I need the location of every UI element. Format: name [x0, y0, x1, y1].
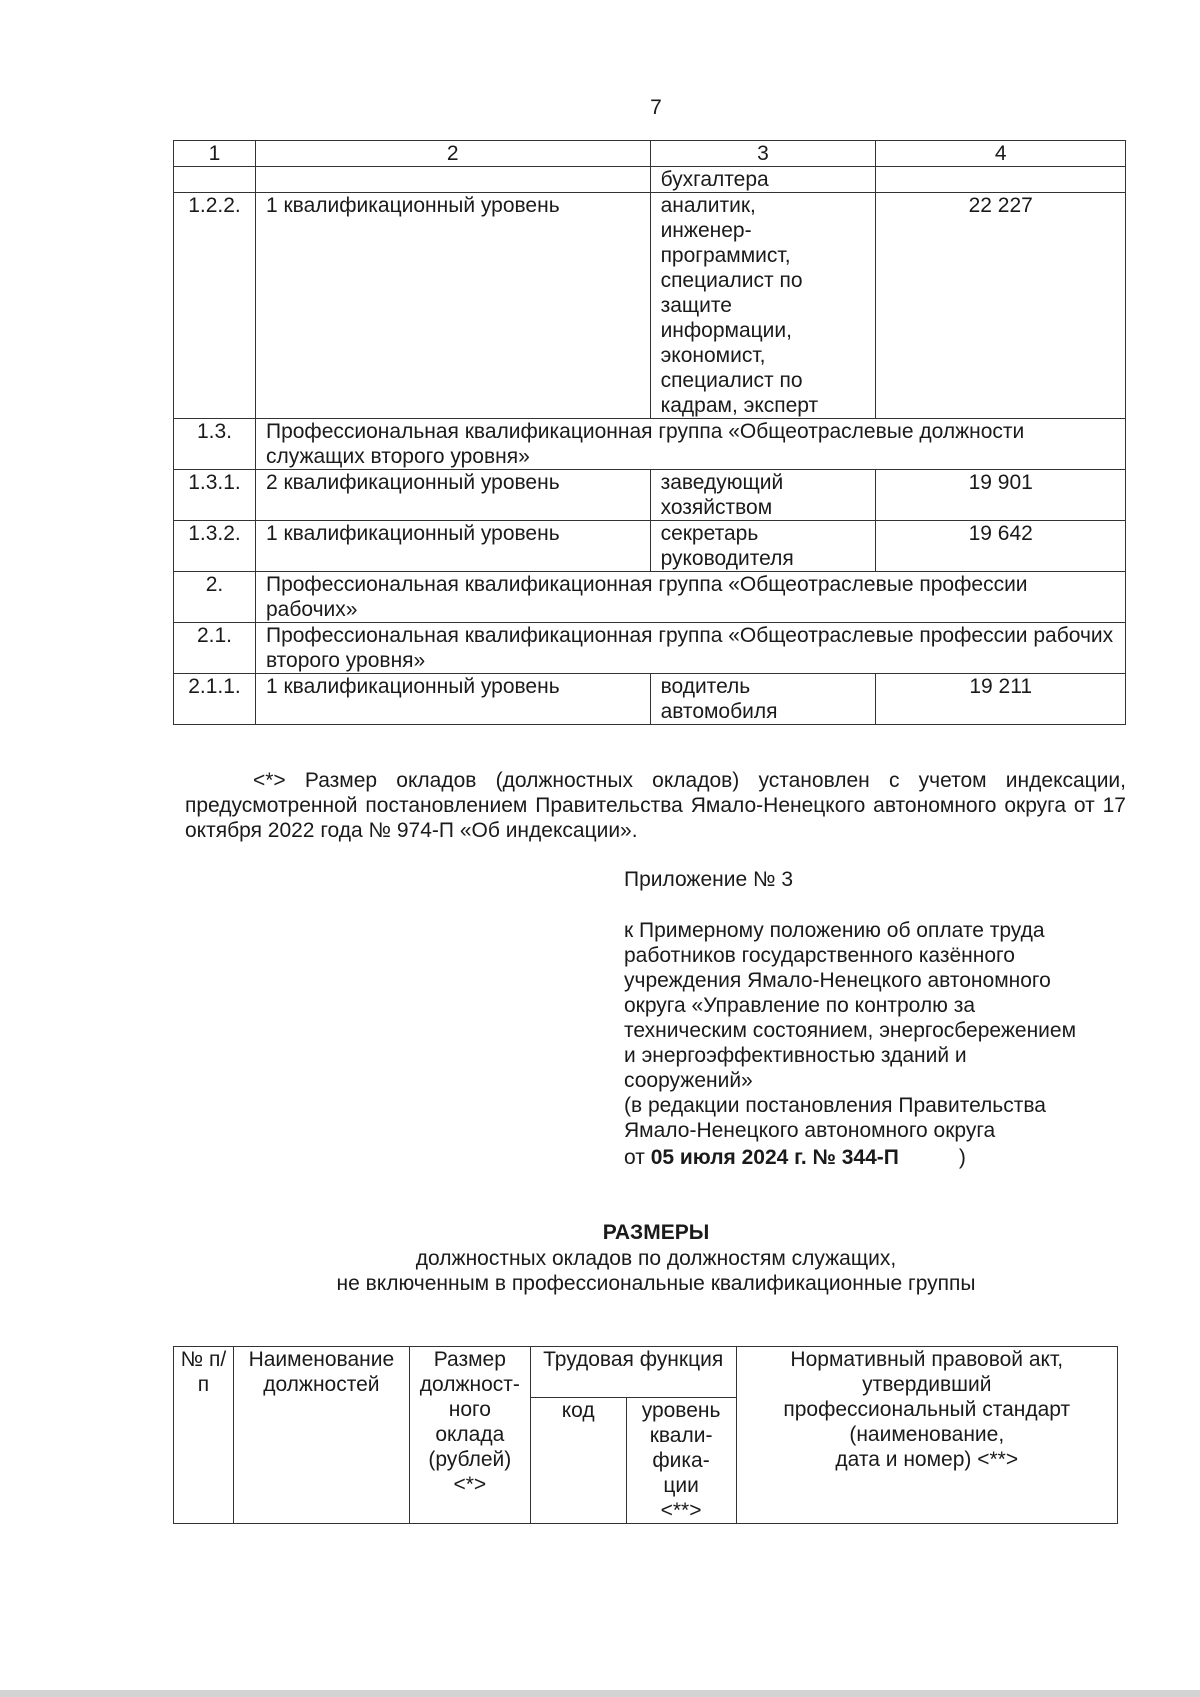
date-prefix: от [624, 1146, 645, 1169]
header-cell: 3 [650, 141, 876, 167]
row-positions [650, 470, 876, 521]
header-line: <*> [453, 1473, 487, 1496]
appendix-line: округа «Управление по контролю за [624, 994, 976, 1017]
header-line: квали- [649, 1424, 713, 1447]
row-number: 1.3. [174, 419, 256, 470]
header-legal-act [736, 1347, 1117, 1524]
header-line: утвердивший [862, 1373, 992, 1396]
header-line: профессиональный стандарт [783, 1398, 1071, 1421]
header-cell: 2 [255, 141, 650, 167]
position-line: специалист по [660, 269, 803, 292]
row-positions: бухгалтера [650, 167, 876, 193]
appendix-title: Приложение № 3 [624, 868, 794, 891]
appendix-line: к Примерному положению об оплате труда [624, 919, 1045, 942]
table-row [174, 521, 1126, 572]
position-line: кадрам, эксперт [660, 394, 819, 417]
position-line: водитель [660, 675, 751, 698]
position-line: автомобиля [660, 700, 778, 723]
position-line: защите [660, 294, 732, 317]
header-line: Нормативный правовой акт, [790, 1348, 1064, 1371]
group-title: Профессиональная квалификационная группа «Общеотраслевые профессии рабочих» [255, 572, 1125, 623]
header-line: оклада [435, 1423, 505, 1446]
salary-table-continued [173, 140, 1126, 725]
position-line: хозяйством [660, 496, 773, 519]
group-title: Профессиональная квалификационная группа «Общеотраслевые должности служащих второго уровня» [255, 419, 1125, 470]
position-line: программист, [660, 244, 791, 267]
salary-table-header [173, 1346, 1118, 1524]
section-subtitle: должностных окладов по должностям служащих, [415, 1247, 897, 1270]
row-number: 1.2.2. [174, 193, 256, 419]
header-position-name: Наименование должностей [233, 1347, 409, 1524]
position-line: аналитик, [660, 194, 756, 217]
header-number: № п/п [174, 1347, 234, 1524]
row-salary: 19 642 [876, 521, 1126, 572]
header-line: должност- [419, 1373, 520, 1396]
header-line: (наименование, [849, 1423, 1005, 1446]
header-line: Размер [433, 1348, 506, 1371]
header-qualification-level [626, 1398, 736, 1524]
header-line: уровень [641, 1399, 721, 1422]
header-line: фика- [652, 1449, 710, 1472]
row-level: 1 квалификационный уровень [255, 674, 650, 725]
section-title: РАЗМЕРЫ [602, 1221, 710, 1244]
row-salary: 22 227 [876, 193, 1126, 419]
group-row [174, 419, 1126, 470]
row-level [255, 167, 650, 193]
position-line: специалист по [660, 369, 803, 392]
position-line: заведующий [660, 471, 784, 494]
header-code: код [530, 1398, 626, 1524]
appendix-line: и энергоэффективностью зданий и [624, 1044, 967, 1067]
appendix-line: работников государственного казённого [624, 944, 1015, 967]
group-row [174, 572, 1126, 623]
header-line: ного [448, 1398, 491, 1421]
date-suffix: ) [958, 1146, 966, 1169]
header-line: <**> [660, 1499, 702, 1522]
table-row [174, 470, 1126, 521]
section-subtitle: не включенным в профессиональные квалификационные группы [336, 1272, 976, 1295]
appendix-line: сооружений» [624, 1069, 753, 1092]
position-line: инженер- [660, 219, 752, 242]
header-line: ции [663, 1474, 699, 1497]
row-salary: 19 211 [876, 674, 1126, 725]
appendix-text [624, 918, 1144, 1143]
table-row [174, 674, 1126, 725]
header-salary-size [409, 1347, 530, 1524]
row-number [174, 167, 256, 193]
row-positions [650, 674, 876, 725]
header-line: (рублей) [428, 1448, 512, 1471]
group-row [174, 623, 1126, 674]
row-positions [650, 521, 876, 572]
position-line: руководителя [660, 547, 794, 570]
row-number: 2. [174, 572, 256, 623]
appendix-line: (в редакции постановления Правительства [624, 1094, 1046, 1117]
row-positions [650, 193, 876, 419]
header-labor-function: Трудовая функция [530, 1347, 736, 1398]
header-cell: 4 [876, 141, 1126, 167]
resolution-date-number: 05 июля 2024 г. № 344-П [650, 1146, 899, 1169]
position-line: экономист, [660, 344, 766, 367]
appendix-line: учреждения Ямало-Ненецкого автономного [624, 969, 1051, 992]
header-line: дата и номер) <**> [835, 1448, 1019, 1471]
row-level: 2 квалификационный уровень [255, 470, 650, 521]
row-number: 2.1.1. [174, 674, 256, 725]
appendix-line: техническим состоянием, энергосбережением [624, 1019, 1077, 1042]
row-number: 1.3.2. [174, 521, 256, 572]
footnote: <*> Размер окладов (должностных окладов) установлен с учетом индексации, предусмотренной постановлением Правительства Ямало-Ненецкого автономного округа от 17 октября 2022 года № 974-П «Об индексации». [185, 769, 1126, 842]
appendix-line: Ямало-Ненецкого автономного округа [624, 1119, 996, 1142]
position-line: информации, [660, 319, 792, 342]
row-salary: 19 901 [876, 470, 1126, 521]
header-cell: 1 [174, 141, 256, 167]
table-header-row [174, 1347, 1118, 1398]
table-row [174, 167, 1126, 193]
row-level: 1 квалификационный уровень [255, 521, 650, 572]
page-number: 7 [650, 96, 662, 119]
table-header-row [174, 141, 1126, 167]
row-number: 1.3.1. [174, 470, 256, 521]
row-salary [876, 167, 1126, 193]
table-row [174, 193, 1126, 419]
row-level: 1 квалификационный уровень [255, 193, 650, 419]
position-line: секретарь [660, 522, 759, 545]
group-title: Профессиональная квалификационная группа «Общеотраслевые профессии рабочих второго уровня» [255, 623, 1125, 674]
row-number: 2.1. [174, 623, 256, 674]
appendix-date-line [624, 1145, 1144, 1170]
